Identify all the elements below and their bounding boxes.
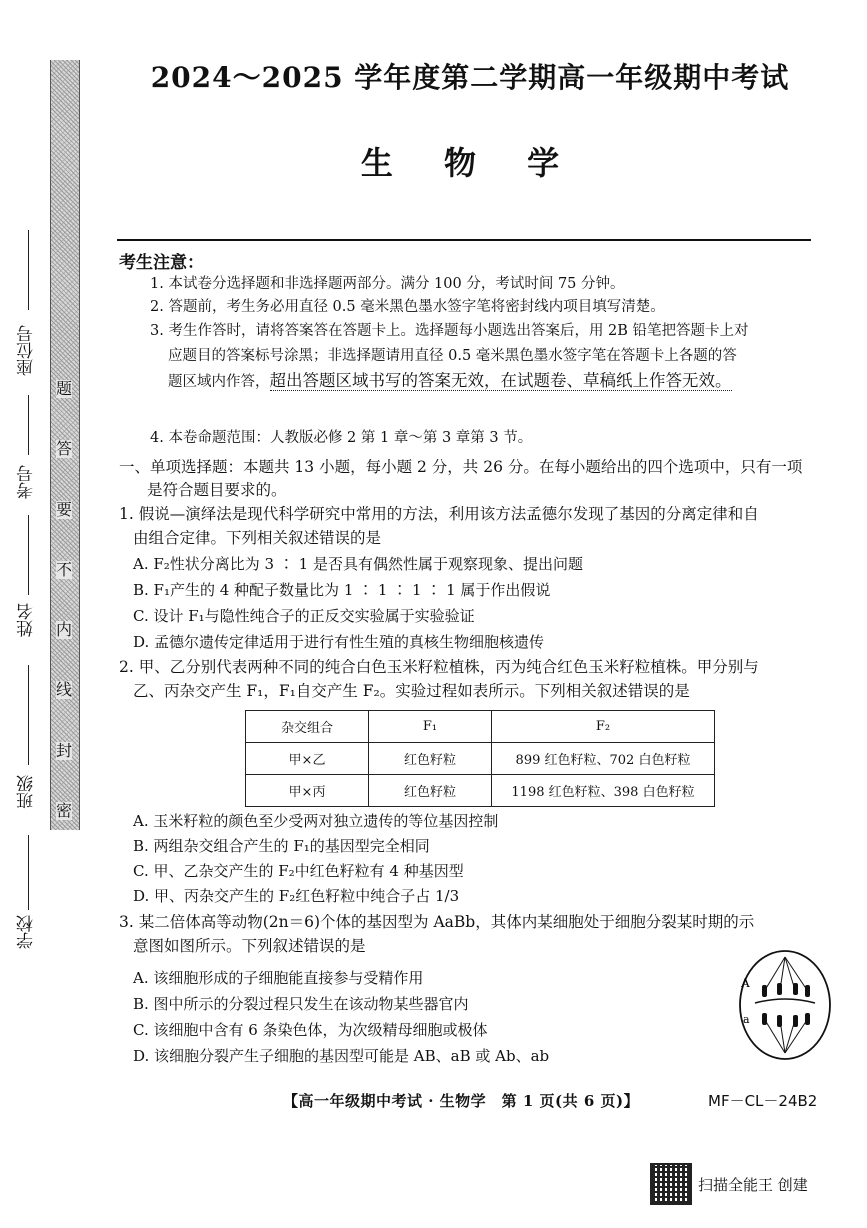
header-rule: [117, 239, 811, 241]
seal-char: 要: [55, 499, 72, 519]
paper-code: MF－CL－24B2: [708, 1092, 818, 1110]
seal-char: 内: [55, 620, 72, 640]
exam-title: 2024～2025 学年度第二学期高一年级期中考试: [150, 61, 790, 94]
seal-char: 封: [55, 740, 72, 760]
table-cell: 甲×乙: [246, 743, 369, 775]
notice-item-3-cont: 应题目的答案标号涂黑；非选择题请用直径 0.5 毫米黑色墨水签字笔在答题卡上各题的答: [168, 348, 737, 364]
name-label: 姓名: [17, 603, 37, 637]
q3-option-a: A. 该细胞形成的子细胞能直接参与受精作用: [133, 969, 424, 987]
q1-option-c: C. 设计 F₁与隐性纯合子的正反交实验属于实验验证: [133, 607, 475, 625]
q2-stem: 2. 甲、乙分别代表两种不同的纯合白色玉米籽粒植株，丙为纯合红色玉米籽粒植株。甲分别与: [119, 658, 759, 676]
table-cell: 甲×丙: [246, 775, 369, 807]
exam-no-label: 考号: [17, 465, 37, 499]
notice-item-3: 3. 考生作答时，请将答案答在答题卡上。选择题每小题选出答案后，用 2B 铅笔把答题卡上对: [150, 323, 749, 339]
notice-title: 考生注意：: [119, 253, 204, 273]
notice-item-3-tail: 题区域内作答，: [168, 374, 270, 390]
table-header-cell: F₂: [492, 711, 715, 743]
notice-item-4: 4. 本卷命题范围：人教版必修 2 第 1 章～第 3 章第 3 节。: [150, 430, 533, 446]
q1-option-d: D. 孟德尔遗传定律适用于进行有性生殖的真核生物细胞核遗传: [133, 633, 545, 651]
scanner-watermark: 扫描全能王 创建: [698, 1176, 808, 1194]
upper-chromosomes: [762, 983, 810, 997]
exam-no-fill-line: [28, 395, 29, 455]
cell-membrane: [740, 951, 830, 1059]
table-header-cell: 杂交组合: [246, 711, 369, 743]
table-cell: 红色籽粒: [369, 775, 492, 807]
q1-stem-cont: 由组合定律。下列相关叙述错误的是: [133, 529, 382, 547]
seal-char: 答: [55, 439, 72, 459]
name-fill-line: [28, 515, 29, 595]
q2-option-b: B. 两组杂交组合产生的 F₁的基因型完全相同: [133, 837, 430, 855]
q2-option-a: A. 玉米籽粒的颜色至少受两对独立遗传的等位基因控制: [133, 812, 499, 830]
lower-spindle: [765, 1020, 807, 1053]
table-cell: 1198 红色籽粒、398 白色籽粒: [492, 775, 715, 807]
allele-label-lower: a: [743, 1013, 750, 1026]
seal-char: 不: [55, 559, 72, 579]
q1-stem: 1. 假说—演绎法是现代科学研究中常用的方法，利用该方法孟德尔发现了基因的分离定律和自: [119, 505, 759, 523]
table-cell: 红色籽粒: [369, 743, 492, 775]
seat-label: 座位号: [17, 325, 37, 376]
q1-option-a: A. F₂性状分离比为 3 ∶ 1 是否具有偶然性属于观察现象、提出问题: [133, 555, 583, 573]
table-header-cell: F₁: [369, 711, 492, 743]
qr-code-icon: [652, 1165, 690, 1203]
class-fill-line: [28, 665, 29, 765]
table-row: [246, 775, 715, 807]
q1-option-b: B. F₁产生的 4 种配子数量比为 1 ∶ 1 ∶ 1 ∶ 1 属于作出假说: [133, 581, 551, 599]
table-cell: 899 红色籽粒、702 白色籽粒: [492, 743, 715, 775]
q3-stem-cont: 意图如图所示。下列叙述错误的是: [133, 937, 366, 955]
subject-title: 生 物 学: [360, 144, 580, 182]
q3-stem: 3. 某二倍体高等动物(2n＝6)个体的基因型为 AaBb，其体内某细胞处于细胞分裂某时期的示: [119, 913, 755, 931]
notice-item-3-end: [168, 370, 848, 393]
allele-label-upper: A: [741, 976, 750, 990]
table-header-row: [246, 711, 715, 743]
table-row: [246, 743, 715, 775]
notice-item-2: 2. 答题前，考生务必用直径 0.5 毫米黑色墨水签字笔将密封线内项目填写清楚。: [150, 299, 665, 315]
q3-option-d: D. 该细胞分裂产生子细胞的基因型可能是 AB、aB 或 Ab、ab: [133, 1047, 550, 1065]
section-heading: 一、单项选择题：本题共 13 小题，每小题 2 分，共 26 分。在每小题给出的四个选项中，只有一项: [119, 458, 803, 476]
section-heading-cont: 是符合题目要求的。: [147, 481, 287, 499]
school-label: 学校: [17, 915, 37, 949]
seal-char: 密: [55, 800, 72, 820]
school-fill-line: [28, 835, 29, 910]
notice-emphasis: 超出答题区域书写的答案无效，在试题卷、草稿纸上作答无效。: [269, 371, 732, 390]
upper-spindle: [765, 957, 807, 990]
seal-line-text: [50, 380, 78, 820]
seal-char: 线: [55, 680, 72, 700]
cleavage-furrow: [755, 999, 815, 1003]
page-footer: 【高一年级期中考试 · 生物学 第 1 页(共 6 页)】: [283, 1092, 640, 1110]
seat-fill-line: [28, 230, 29, 310]
q2-stem-cont: 乙、丙杂交产生 F₁，F₁自交产生 F₂。实验过程如表所示。下列相关叙述错误的是: [133, 682, 690, 700]
cell-division-figure: [735, 945, 835, 1065]
lower-chromosomes: [762, 1013, 810, 1027]
q3-option-c: C. 该细胞中含有 6 条染色体，为次级精母细胞或极体: [133, 1021, 488, 1039]
notice-item-1: 1. 本试卷分选择题和非选择题两部分。满分 100 分，考试时间 75 分钟。: [150, 276, 625, 292]
q2-option-c: C. 甲、乙杂交产生的 F₂中红色籽粒有 4 种基因型: [133, 862, 464, 880]
class-label: 班级: [17, 775, 37, 809]
q2-option-d: D. 甲、丙杂交产生的 F₂红色籽粒中纯合子占 1/3: [133, 887, 460, 905]
q3-option-b: B. 图中所示的分裂过程只发生在该动物某些器官内: [133, 995, 469, 1013]
cross-results-table: [245, 710, 715, 807]
seal-char: 题: [55, 379, 72, 398]
